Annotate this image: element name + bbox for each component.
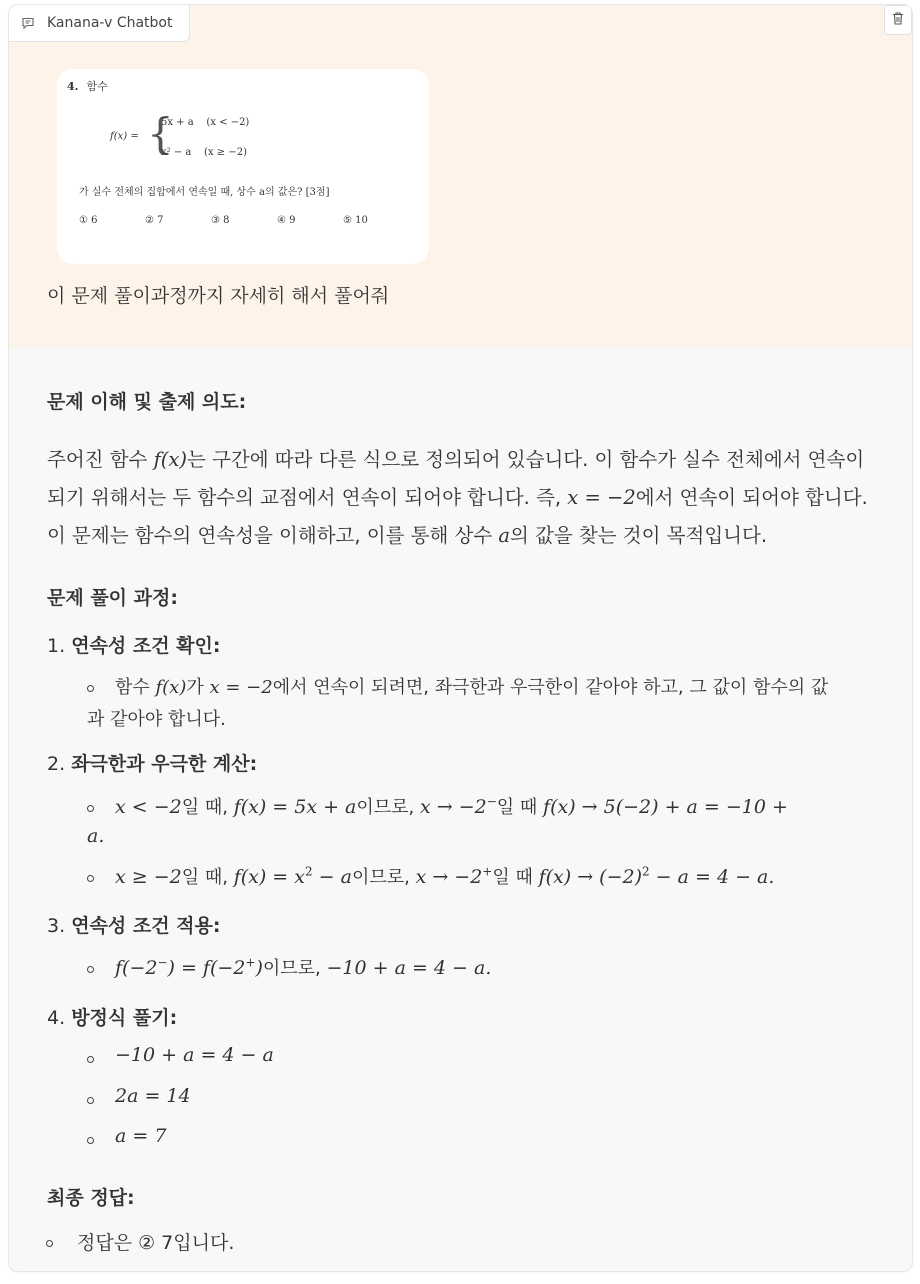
- problem-image: [57, 69, 429, 264]
- understanding-paragraph: 주어진 함수 f(x)는 구간에 따라 다른 식으로 정의되어 있습니다. 이 함수가 실수 전체에서 연속이 되기 위해서는 두 함수의 교점에서 연속이 되어야 합니다. 즉, x = −2에서 연속이 되어야 합니다. 이 문제는 함수의 연속성을 이해하고, 이를 통해 상수 a의 값을 찾는 것이 목적입니다.: [47, 448, 868, 547]
- clear-chat-button[interactable]: [884, 5, 912, 35]
- bullet-icon: [87, 805, 94, 812]
- bot-message: [9, 347, 912, 1271]
- bullet-icon: [87, 685, 94, 692]
- chat-frame: [8, 4, 913, 1272]
- chatbot-label-tab: [9, 5, 190, 42]
- answer-options: [79, 215, 409, 226]
- heading-final-answer: 최종 정답:: [47, 1187, 135, 1209]
- trash-icon: [891, 11, 905, 30]
- step-4-bullet-3: a = 7: [115, 1125, 167, 1147]
- bullet-icon: [87, 875, 94, 882]
- option-3: ③ 8: [211, 215, 230, 226]
- function-lhs: f(x) =: [110, 131, 139, 142]
- piecewise-brace: {: [147, 109, 174, 158]
- heading-process: 문제 풀이 과정:: [47, 587, 178, 609]
- user-message: [9, 5, 912, 347]
- option-4: ④ 9: [277, 215, 296, 226]
- chatbot-label: Kanana-v Chatbot: [47, 15, 173, 31]
- step-4-bullet-1: −10 + a = 4 − a: [115, 1044, 274, 1066]
- user-message-text: 이 문제 풀이과정까지 자세히 해서 풀어줘: [47, 285, 390, 307]
- problem-question: 가 실수 전체의 집합에서 연속일 때, 상수 a의 값은? [3점]: [79, 187, 330, 198]
- step-4-title: 4. 방정식 풀기:: [47, 1007, 178, 1029]
- step-1-title: 1. 연속성 조건 확인:: [47, 635, 221, 657]
- piecewise-case-1: 5x + a (x < −2): [161, 117, 250, 128]
- bullet-icon: [87, 1137, 94, 1144]
- option-1: ① 6: [79, 215, 98, 226]
- step-2-bullet-1-cont: a.: [87, 825, 105, 847]
- problem-title-text: 함수: [86, 80, 108, 93]
- piecewise-case-2: x² − a (x ≥ −2): [161, 147, 247, 158]
- problem-number: 4.: [67, 80, 79, 93]
- bullet-icon: [87, 1056, 94, 1063]
- heading-understanding: 문제 이해 및 출제 의도:: [47, 391, 247, 413]
- bullet-icon: [46, 1240, 53, 1247]
- step-3-title: 3. 연속성 조건 적용:: [47, 915, 221, 937]
- step-1-bullet-cont: 과 같아야 합니다.: [87, 709, 226, 730]
- step-2-bullet-2: x ≥ −2일 때, $f(x) = x^2 - a$이므로, x → −2+일 때 $f(x) \to (-2)^2 - a = 4 - a$.: [115, 864, 775, 888]
- step-1-bullet: 함수 f(x)가 x = −2에서 연속이 되려면, 좌극한과 우극한이 같아야 하고, 그 값이 함수의 값: [115, 677, 829, 698]
- bullet-icon: [87, 1097, 94, 1104]
- problem-title: [67, 78, 108, 94]
- step-4-bullet-2: 2a = 14: [115, 1085, 191, 1107]
- step-2-bullet-1: x < −2일 때, f(x) = 5x + a이므로, x → −2−일 때 f(x) → 5(−2) + a = −10 +: [115, 794, 788, 818]
- chat-icon: [21, 16, 35, 30]
- step-2-title: 2. 좌극한과 우극한 계산:: [47, 753, 258, 775]
- bullet-icon: [87, 966, 94, 973]
- option-2: ② 7: [145, 215, 164, 226]
- step-3-bullet: f(−2−) = f(−2+)이므로, −10 + a = 4 − a.: [115, 955, 492, 979]
- final-answer-text: 정답은 ② 7입니다.: [77, 1232, 235, 1254]
- option-5: ⑤ 10: [343, 215, 368, 226]
